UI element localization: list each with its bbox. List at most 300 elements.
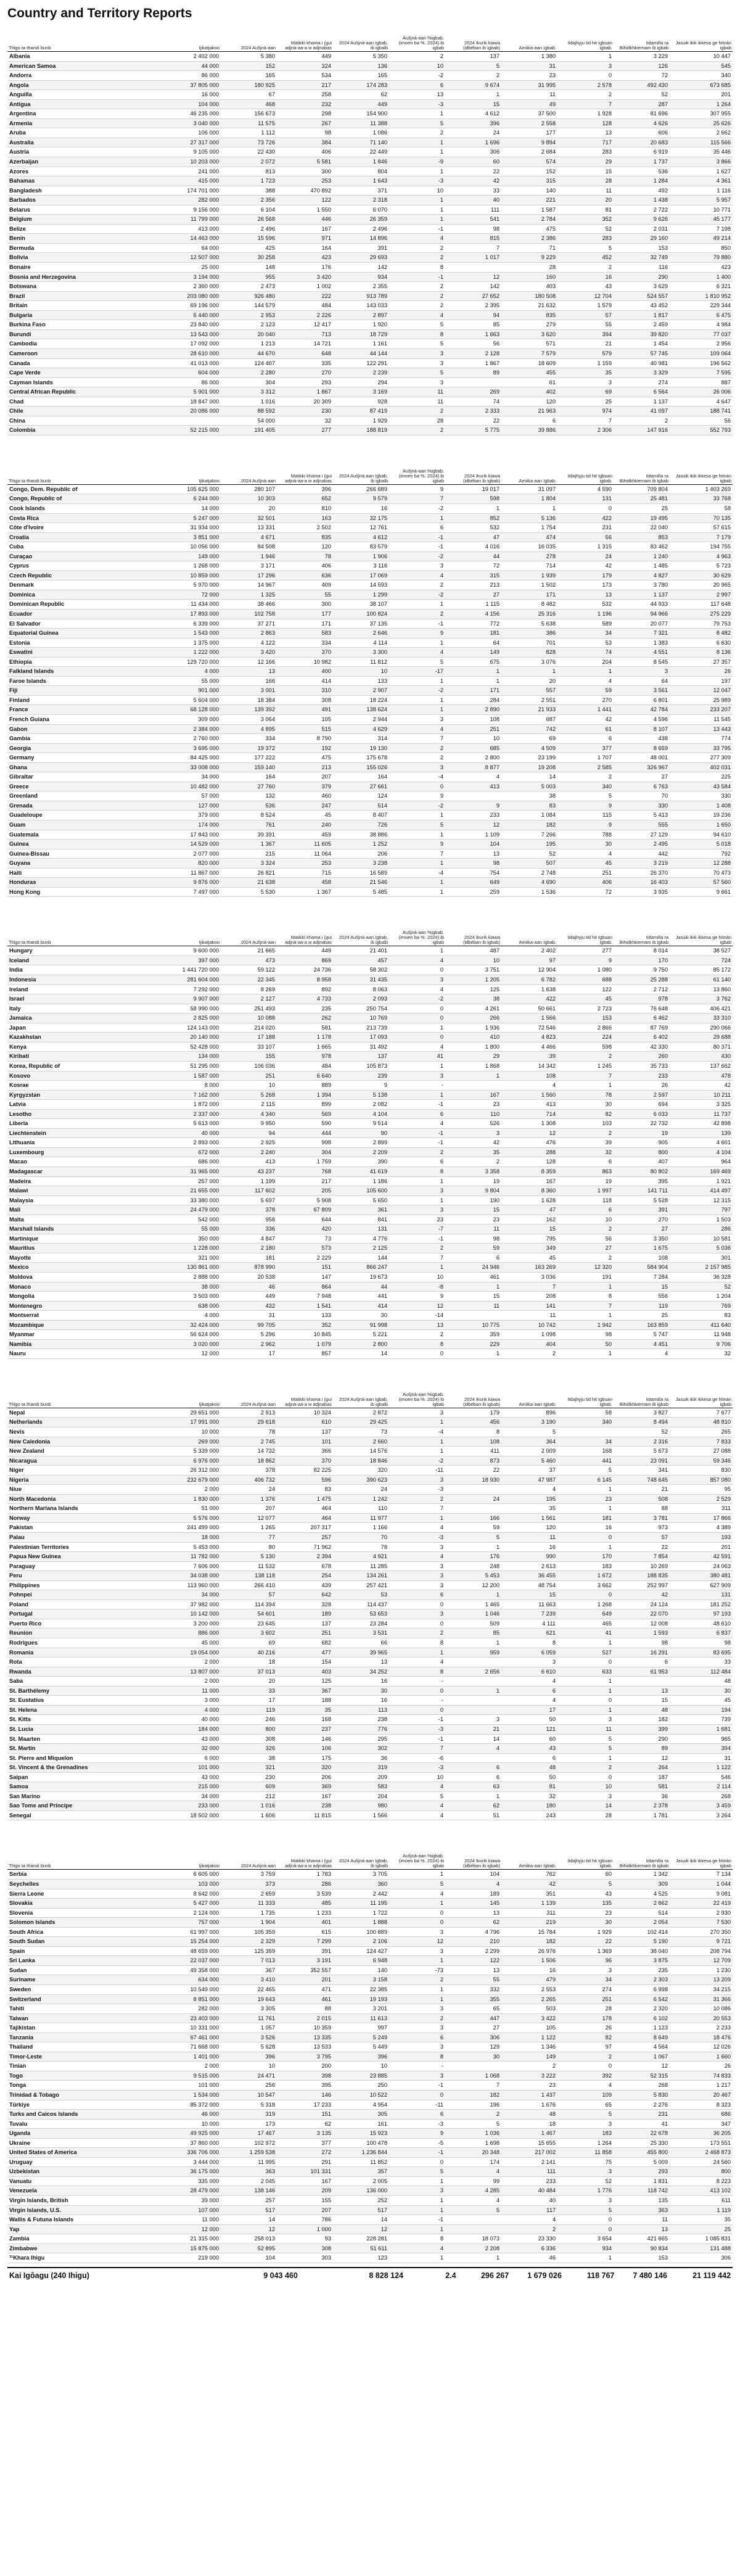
table-cell: 2 723 — [557, 1004, 614, 1013]
country-name: Belgium — [7, 215, 165, 225]
table-cell: 10 — [333, 2062, 389, 2071]
table-cell: 33 008 000 — [165, 762, 221, 772]
table-cell: 384 — [277, 138, 333, 147]
table-cell: 2 127 — [221, 994, 277, 1004]
table-cell: 2 907 — [333, 686, 389, 696]
table-row — [7, 2062, 733, 2071]
table-cell: 3 662 — [557, 1580, 614, 1590]
table-cell: 34 000 — [165, 1590, 221, 1600]
table-cell: 182 — [501, 1937, 557, 1947]
table-cell: 6 837 — [670, 1629, 733, 1638]
table-row — [7, 1937, 733, 1947]
table-cell: 10 771 — [670, 205, 733, 215]
table-cell: 0 — [557, 2224, 614, 2234]
table-cell: 9 081 — [670, 1889, 733, 1899]
table-cell: 4 — [501, 1485, 557, 1495]
table-cell: 43 452 — [614, 301, 670, 311]
table-cell: 1 — [389, 1176, 445, 1186]
table-cell: 27 652 — [445, 291, 501, 301]
table-cell: 169 469 — [670, 1166, 733, 1176]
table-row — [7, 715, 733, 725]
table-cell: 5 628 — [221, 2042, 277, 2052]
table-cell: 1 — [557, 1081, 614, 1091]
table-cell: 65 — [557, 2100, 614, 2110]
table-cell: 7 — [557, 1071, 614, 1081]
table-row — [7, 1128, 733, 1138]
table-cell: 11 737 — [670, 1109, 733, 1119]
table-cell: 11 000 — [165, 1686, 221, 1696]
table-cell: 103 000 — [165, 1879, 221, 1889]
table-cell: 1 186 — [333, 1176, 389, 1186]
table-cell: 191 — [557, 1272, 614, 1282]
table-cell: 2 077 000 — [165, 849, 221, 859]
table-cell: 3 — [389, 1542, 445, 1552]
table-cell: 196 562 — [670, 358, 733, 368]
table-cell: 111 — [445, 205, 501, 215]
table-cell: 980 — [333, 1801, 389, 1811]
table-cell: 175 — [277, 1753, 333, 1763]
table-cell: 77 037 — [670, 329, 733, 339]
table-cell: 541 — [445, 215, 501, 225]
table-cell: 2 578 — [557, 80, 614, 90]
table-cell: 81 — [557, 205, 614, 215]
table-cell: 34 000 — [165, 772, 221, 782]
table-cell: 2 660 — [333, 1437, 389, 1447]
table-row — [7, 1042, 733, 1052]
table-cell: -5 — [389, 2138, 445, 2148]
table-cell: 19 — [614, 1128, 670, 1138]
country-name: Anguilla — [7, 90, 165, 100]
table-cell: 19 054 000 — [165, 1648, 221, 1657]
table-cell: 8 851 000 — [165, 1994, 221, 2004]
table-cell: 83 — [670, 1311, 733, 1321]
table-cell: 1 754 — [501, 523, 557, 533]
table-row — [7, 1600, 733, 1609]
table-cell: 352 — [557, 215, 614, 225]
table-cell: 6 — [445, 1763, 501, 1773]
table-cell: 24 471 — [221, 2071, 277, 2081]
table-cell: 153 — [614, 2253, 670, 2263]
table-row — [7, 657, 733, 667]
table-row — [7, 176, 733, 186]
table-cell: 4 016 — [445, 542, 501, 552]
table-cell: 144 — [333, 1253, 389, 1263]
table-cell: 6 — [614, 1657, 670, 1667]
report-section-1 — [7, 26, 733, 436]
table-cell: 546 — [670, 1772, 733, 1782]
country-name: Thailand — [7, 2042, 165, 2052]
country-name: Kenya — [7, 1042, 165, 1052]
table-cell: 1 929 — [557, 1927, 614, 1937]
table-cell: 32 424 000 — [165, 1320, 221, 1330]
table-cell: 17 467 — [221, 2129, 277, 2139]
table-row — [7, 811, 733, 820]
table-cell: 2 551 — [501, 695, 557, 705]
table-cell: 32 000 — [165, 1744, 221, 1754]
table-cell: 596 — [277, 1475, 333, 1485]
table-cell: 21 401 — [333, 946, 389, 956]
table-cell: 9 876 000 — [165, 878, 221, 888]
table-cell: 129 720 000 — [165, 657, 221, 667]
table-cell: 52 — [557, 2176, 614, 2186]
table-cell: 286 — [277, 1879, 333, 1889]
table-cell: 31 934 000 — [165, 523, 221, 533]
table-cell: 8 223 — [670, 2176, 733, 2186]
table-row — [7, 243, 733, 253]
table-cell: 4 — [557, 2081, 614, 2091]
table-cell: 757 000 — [165, 1918, 221, 1928]
table-cell: 248 — [445, 1561, 501, 1571]
table-cell: -3 — [389, 1533, 445, 1543]
table-cell: 147 — [277, 1272, 333, 1282]
table-cell: 62 — [333, 90, 389, 100]
table-cell: 56 — [445, 339, 501, 349]
table-cell: 79 753 — [670, 619, 733, 629]
table-cell: 1 — [389, 1984, 445, 1994]
table-cell: 183 — [557, 1561, 614, 1571]
country-name: Chile — [7, 407, 165, 416]
table-cell: 319 — [221, 2110, 277, 2120]
table-row — [7, 629, 733, 638]
table-cell: 28 — [557, 176, 614, 186]
table-cell: 20 086 000 — [165, 407, 221, 416]
table-cell: 8 107 — [614, 724, 670, 734]
table-cell: 85 172 — [670, 965, 733, 975]
table-cell: 5 — [389, 118, 445, 128]
table-cell: 1 534 000 — [165, 2091, 221, 2100]
table-cell: 43 000 — [165, 1734, 221, 1744]
table-cell: 2 888 000 — [165, 1272, 221, 1282]
table-cell: 5 — [557, 2110, 614, 2120]
table-cell: 321 000 — [165, 1253, 221, 1263]
table-cell: 21 933 — [501, 705, 557, 715]
country-name: Togo — [7, 2071, 165, 2081]
table-cell: 70 473 — [670, 868, 733, 878]
table-cell: 852 — [445, 513, 501, 523]
table-cell: 0 — [389, 1705, 445, 1715]
table-cell: 104 000 — [165, 99, 221, 109]
table-cell: 406 — [277, 147, 333, 157]
table-cell: 230 — [277, 407, 333, 416]
table-cell: 11 — [614, 2215, 670, 2225]
table-cell: 34 000 — [165, 1791, 221, 1801]
table-cell: 1 — [389, 2253, 445, 2263]
country-name: Switzerland — [7, 1994, 165, 2004]
table-cell: 23 645 — [221, 1619, 277, 1629]
table-cell: 461 — [445, 1272, 501, 1282]
table-cell: 449 — [333, 99, 389, 109]
table-cell: 35 — [670, 2215, 733, 2225]
table-row — [7, 484, 733, 494]
column-header: 2024 Aušjnà-aan Igbab, ib igbalb — [333, 1382, 389, 1408]
country-name: Ecuador — [7, 609, 165, 619]
table-cell: 5 830 — [614, 2091, 670, 2100]
table-row — [7, 1100, 733, 1110]
table-cell: 277 309 — [670, 753, 733, 763]
table-cell: 12 — [333, 2224, 389, 2234]
table-cell: 147 916 — [614, 426, 670, 436]
table-cell: 5 — [557, 243, 614, 253]
table-cell: 11 761 — [221, 2013, 277, 2023]
table-cell: 31 492 — [333, 1042, 389, 1052]
table-cell: 197 — [670, 676, 733, 686]
table-cell: 27 357 — [670, 657, 733, 667]
table-row — [7, 1013, 733, 1023]
table-cell: -8 — [389, 1282, 445, 1292]
table-cell: 7 — [557, 416, 614, 426]
table-cell: 9 674 — [445, 80, 501, 90]
table-cell: 5 697 — [221, 1195, 277, 1205]
table-cell: 78 — [277, 551, 333, 561]
table-cell: 45 — [501, 1253, 557, 1263]
table-cell: 50 — [501, 1772, 557, 1782]
table-cell: 583 — [333, 1782, 389, 1792]
table-cell: 334 — [277, 638, 333, 648]
table-cell: 973 — [614, 1523, 670, 1533]
table-cell: 324 — [277, 61, 333, 71]
table-cell: 4 — [389, 1782, 445, 1792]
table-cell: 20 140 000 — [165, 1033, 221, 1042]
table-cell: 143 033 — [333, 301, 389, 311]
country-name: Greenland — [7, 791, 165, 801]
column-header: Thigo ta thandi bunb — [7, 26, 165, 52]
table-cell: 140 — [333, 1965, 389, 1975]
table-row — [7, 186, 733, 196]
table-cell: 233 207 — [670, 705, 733, 715]
table-cell: 125 — [277, 1677, 333, 1686]
table-row — [7, 1147, 733, 1157]
table-cell: 4 — [389, 956, 445, 965]
country-name: St. Vincent & the Grenadines — [7, 1763, 165, 1773]
table-cell: 17 — [221, 1349, 277, 1359]
table-cell: 1 — [389, 2196, 445, 2206]
table-cell: 1 — [389, 1994, 445, 2004]
table-cell: 30 — [557, 1100, 614, 1110]
table-cell: 17 233 — [277, 2100, 333, 2110]
country-name: Congo, Republic of — [7, 494, 165, 504]
table-cell: 2 — [389, 52, 445, 62]
table-cell: 2 — [445, 2110, 501, 2120]
table-cell: 24 946 — [445, 1263, 501, 1273]
table-cell: 30 — [557, 840, 614, 849]
table-cell: 4 — [557, 849, 614, 859]
table-cell: 102 758 — [221, 609, 277, 619]
table-cell: 492 — [614, 186, 670, 196]
table-cell: 12 047 — [670, 686, 733, 696]
table-row — [7, 600, 733, 609]
table-cell: 133 — [277, 1311, 333, 1321]
table-cell: 256 — [221, 2081, 277, 2091]
table-cell: 5 908 — [277, 1195, 333, 1205]
table-cell: 44 933 — [614, 600, 670, 609]
table-cell: 19 — [557, 1176, 614, 1186]
table-cell: 95 — [670, 1485, 733, 1495]
table-cell: 542 000 — [165, 1215, 221, 1224]
table-cell: 610 — [277, 1418, 333, 1427]
country-name: Philippines — [7, 1580, 165, 1590]
table-row — [7, 1447, 733, 1456]
table-cell: 1 403 269 — [670, 484, 733, 494]
table-cell: 1 109 — [445, 830, 501, 840]
table-cell: 231 — [614, 2110, 670, 2120]
country-table — [7, 26, 733, 436]
table-cell: 18 502 000 — [165, 1810, 221, 1820]
table-cell: 22 — [445, 167, 501, 176]
table-cell: 217 002 — [501, 2148, 557, 2158]
country-name: Japan — [7, 1023, 165, 1033]
country-name: Palestinian Territories — [7, 1542, 165, 1552]
table-cell: 378 — [221, 1466, 277, 1476]
table-cell: 905 — [614, 1138, 670, 1148]
table-cell: 2 209 — [333, 1147, 389, 1157]
table-row — [7, 1437, 733, 1447]
table-cell: 10 142 000 — [165, 1609, 221, 1619]
table-cell: 111 — [501, 2167, 557, 2177]
table-cell: 7 179 — [670, 532, 733, 542]
table-cell: 19 372 — [221, 743, 277, 753]
table-cell: 22 040 — [614, 523, 670, 533]
country-name: Argentina — [7, 109, 165, 119]
table-cell: 19 130 — [333, 743, 389, 753]
country-name: Cambodia — [7, 339, 165, 349]
table-row — [7, 1166, 733, 1176]
table-cell: 1 — [445, 503, 501, 513]
table-cell: 180 508 — [501, 291, 557, 301]
table-cell: 67 — [221, 90, 277, 100]
table-cell: 293 — [277, 378, 333, 387]
table-cell: 2 157 985 — [670, 1263, 733, 1273]
country-name: Cuba — [7, 542, 165, 552]
table-cell: 1 161 — [333, 339, 389, 349]
country-name: Honduras — [7, 878, 165, 888]
table-cell: 13 209 — [670, 1975, 733, 1985]
country-name: Albania — [7, 52, 165, 62]
country-name: Trinidad & Tobago — [7, 2091, 165, 2100]
table-cell: 153 — [557, 1013, 614, 1023]
table-cell: 97 193 — [670, 1609, 733, 1619]
country-name: Serbia — [7, 1870, 165, 1880]
table-cell: 11 — [501, 90, 557, 100]
table-cell: 2 233 — [670, 2023, 733, 2033]
table-cell: 471 — [277, 1984, 333, 1994]
table-row — [7, 1272, 733, 1282]
table-cell: 6 402 — [614, 1033, 670, 1042]
table-cell: 792 — [670, 849, 733, 859]
table-cell: 899 — [277, 1100, 333, 1110]
table-cell: 258 — [277, 90, 333, 100]
table-cell: 57 615 — [670, 523, 733, 533]
table-cell: -3 — [389, 1724, 445, 1734]
table-cell: 7 — [389, 1744, 445, 1754]
table-row — [7, 820, 733, 830]
country-name: Tahiti — [7, 2004, 165, 2014]
table-cell: 857 080 — [670, 1475, 733, 1485]
table-cell: 203 080 000 — [165, 291, 221, 301]
table-cell: 1 — [389, 1447, 445, 1456]
table-cell: 352 — [277, 1320, 333, 1330]
table-cell: 119 — [614, 1301, 670, 1311]
table-cell: 340 — [557, 1418, 614, 1427]
table-cell: 0 — [389, 1033, 445, 1042]
table-cell: 16 — [501, 1542, 557, 1552]
table-cell: 269 000 — [165, 1437, 221, 1447]
table-row — [7, 1908, 733, 1918]
table-cell: 475 — [277, 753, 333, 763]
table-cell: 27 — [614, 1224, 670, 1234]
table-cell: 2 141 — [501, 2157, 557, 2167]
table-row — [7, 994, 733, 1004]
table-cell: 36 — [614, 1791, 670, 1801]
table-cell: 5 485 — [333, 887, 389, 897]
table-cell: 18 — [221, 1657, 277, 1667]
table-cell: 3 — [389, 2023, 445, 2033]
table-cell: 232 — [277, 99, 333, 109]
column-header: Matikki khama i (gui adjnà-aa-a w adjnabas — [277, 920, 333, 946]
table-cell: 18 847 000 — [165, 397, 221, 407]
table-row — [7, 301, 733, 311]
table-row — [7, 1946, 733, 1956]
table-cell: 762 — [501, 1870, 557, 1880]
table-cell: 1 888 — [333, 1918, 389, 1928]
table-cell: 280 107 — [221, 484, 277, 494]
table-cell: 5 453 000 — [165, 1542, 221, 1552]
table-cell: -14 — [389, 1311, 445, 1321]
table-cell: 615 — [277, 1927, 333, 1937]
table-cell: 4 827 — [614, 571, 670, 580]
table-cell: 22 419 — [670, 1899, 733, 1909]
table-cell: 3 781 — [614, 1513, 670, 1523]
table-cell: 115 566 — [670, 138, 733, 147]
table-cell: 34 252 — [333, 1667, 389, 1677]
table-cell: 9 — [389, 484, 445, 494]
table-cell: 3 — [389, 762, 445, 772]
table-cell: 3 300 — [333, 648, 389, 658]
table-cell: 10 581 — [670, 1234, 733, 1244]
table-cell: 58 990 000 — [165, 1004, 221, 1013]
table-row — [7, 1667, 733, 1677]
table-row — [7, 1753, 733, 1763]
table-cell: 14 529 000 — [165, 840, 221, 849]
table-cell: 8 524 — [221, 811, 277, 820]
table-row — [7, 1513, 733, 1523]
table-cell: 1 315 — [557, 542, 614, 552]
table-cell: 724 — [670, 956, 733, 965]
table-row — [7, 494, 733, 504]
table-cell: 210 — [445, 1937, 501, 1947]
table-cell: 1 817 — [614, 310, 670, 320]
table-row — [7, 329, 733, 339]
country-name: Angola — [7, 80, 165, 90]
table-cell: 224 — [557, 1033, 614, 1042]
table-cell: 634 000 — [165, 1975, 221, 1985]
table-cell: 270 — [277, 368, 333, 378]
table-row — [7, 609, 733, 619]
table-cell: 800 — [670, 2167, 733, 2177]
table-cell: 8 958 — [277, 975, 333, 985]
table-row — [7, 2138, 733, 2148]
table-cell: 62 — [445, 1801, 501, 1811]
table-cell: 11 — [445, 1224, 501, 1234]
table-cell: 250 754 — [333, 1004, 389, 1013]
table-cell: 17 — [501, 1705, 557, 1715]
table-cell: 265 — [670, 1427, 733, 1437]
table-row — [7, 2148, 733, 2158]
table-cell — [445, 1081, 501, 1091]
table-row — [7, 1311, 733, 1321]
table-cell: 18 384 — [221, 695, 277, 705]
table-cell: 53 — [333, 1590, 389, 1600]
table-cell: 319 — [333, 1763, 389, 1773]
